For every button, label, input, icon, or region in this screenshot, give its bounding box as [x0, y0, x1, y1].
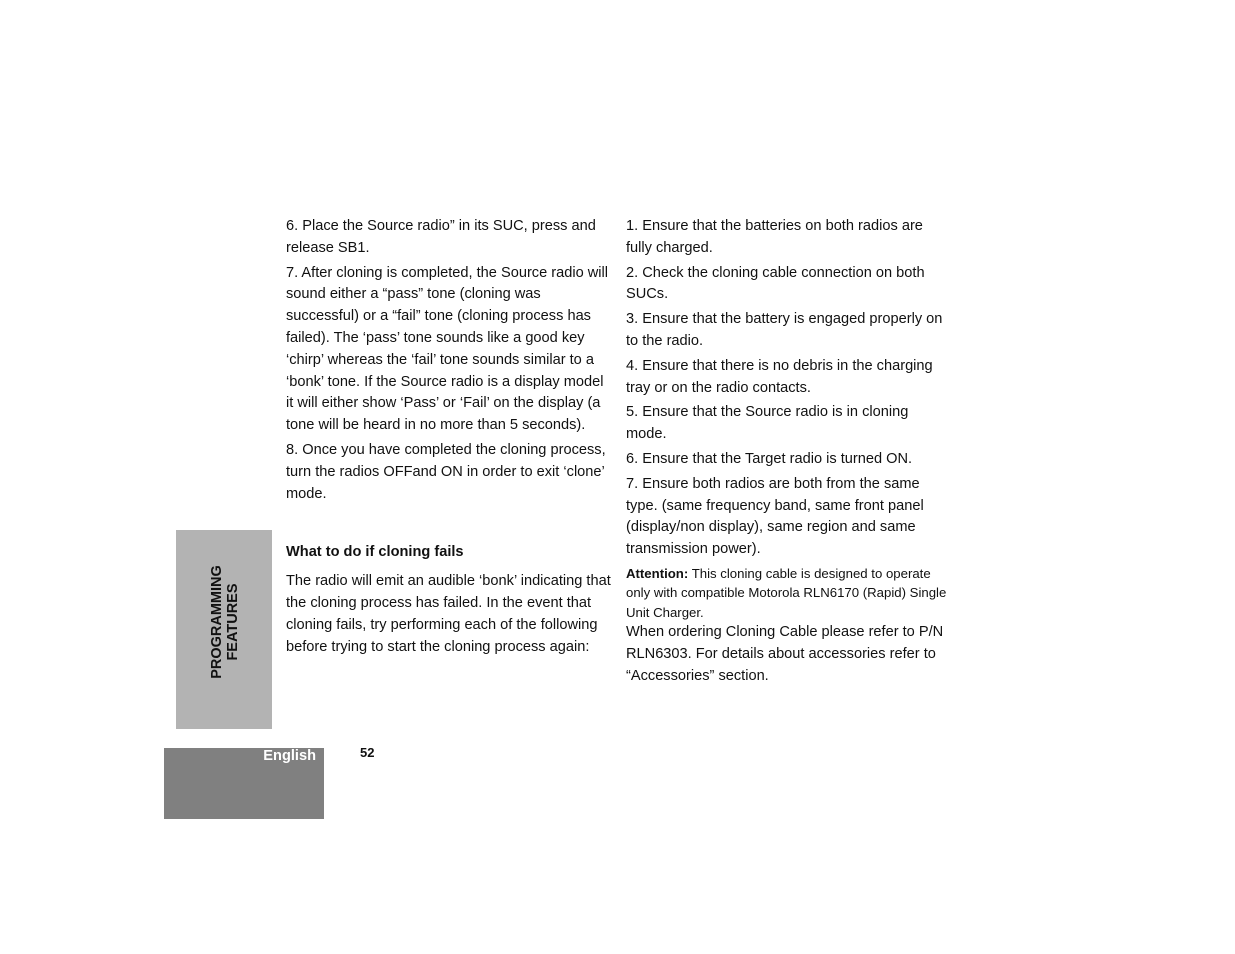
language-tab: [164, 748, 324, 819]
left-column: [286, 216, 612, 661]
ordering-note: When ordering Cloning Cable please refer to P/N RLN6303. For details about accessories refer to “Accessories” section.: [626, 624, 944, 684]
section-side-tab: [176, 530, 272, 729]
section-heading: What to do if cloning fails: [286, 544, 464, 561]
side-tab-label: [209, 565, 241, 679]
attention-label: Attention:: [626, 565, 689, 581]
troubleshoot-item-3: 3. Ensure that the battery is engaged properly on to the radio.: [626, 311, 943, 349]
attention-note: [626, 564, 950, 622]
right-column: [626, 216, 950, 691]
troubleshoot-item-1: 1. Ensure that the batteries on both radios are fully charged.: [626, 218, 923, 256]
troubleshoot-item-5: 5. Ensure that the Source radio is in cloning mode.: [626, 404, 909, 443]
troubleshoot-item-7: 7. Ensure both radios are both from the same type. (same frequency band, same front panel (display/non display), same region and same transmission power).: [626, 475, 924, 558]
page-number: 52: [360, 745, 375, 760]
troubleshoot-item-4: 4. Ensure that there is no debris in the charging tray or on the radio contacts.: [626, 357, 933, 396]
language-label: English: [263, 748, 316, 764]
step-8: 8. Once you have completed the cloning process, turn the radios OFFand ON in order to exit ‘clone’ mode.: [286, 441, 606, 502]
section-intro: The radio will emit an audible ‘bonk’ indicating that the cloning process has failed. In the event that cloning fails, try performing each of the following before trying to start the cloning process again:: [286, 573, 611, 655]
side-tab-line-1: PROGRAMMING: [209, 565, 225, 679]
step-7: 7. After cloning is completed, the Source radio will sound either a “pass” tone (cloning was successful) or a “fail” tone (cloning process has failed). The ‘pass’ tone sounds like a good key ‘chirp’ whereas the ‘fail’ tone sounds similar to a ‘bonk’ tone. If the Source radio is a display model it will either show ‘Pass’ or ‘Fail’ on the display (a tone will be heard in no more than 5 seconds).: [286, 264, 609, 434]
troubleshoot-item-2: 2. Check the cloning cable connection on both SUCs.: [626, 264, 925, 303]
attention-text: This cloning cable is designed to operate only with compatible Motorola RLN6170 (Rapid) Single Unit Charger.: [626, 565, 947, 620]
side-tab-line-2: FEATURES: [225, 583, 241, 661]
troubleshoot-item-6: 6. Ensure that the Target radio is turned ON.: [626, 450, 913, 467]
step-6: 6. Place the Source radio” in its SUC, press and release SB1.: [286, 218, 596, 256]
